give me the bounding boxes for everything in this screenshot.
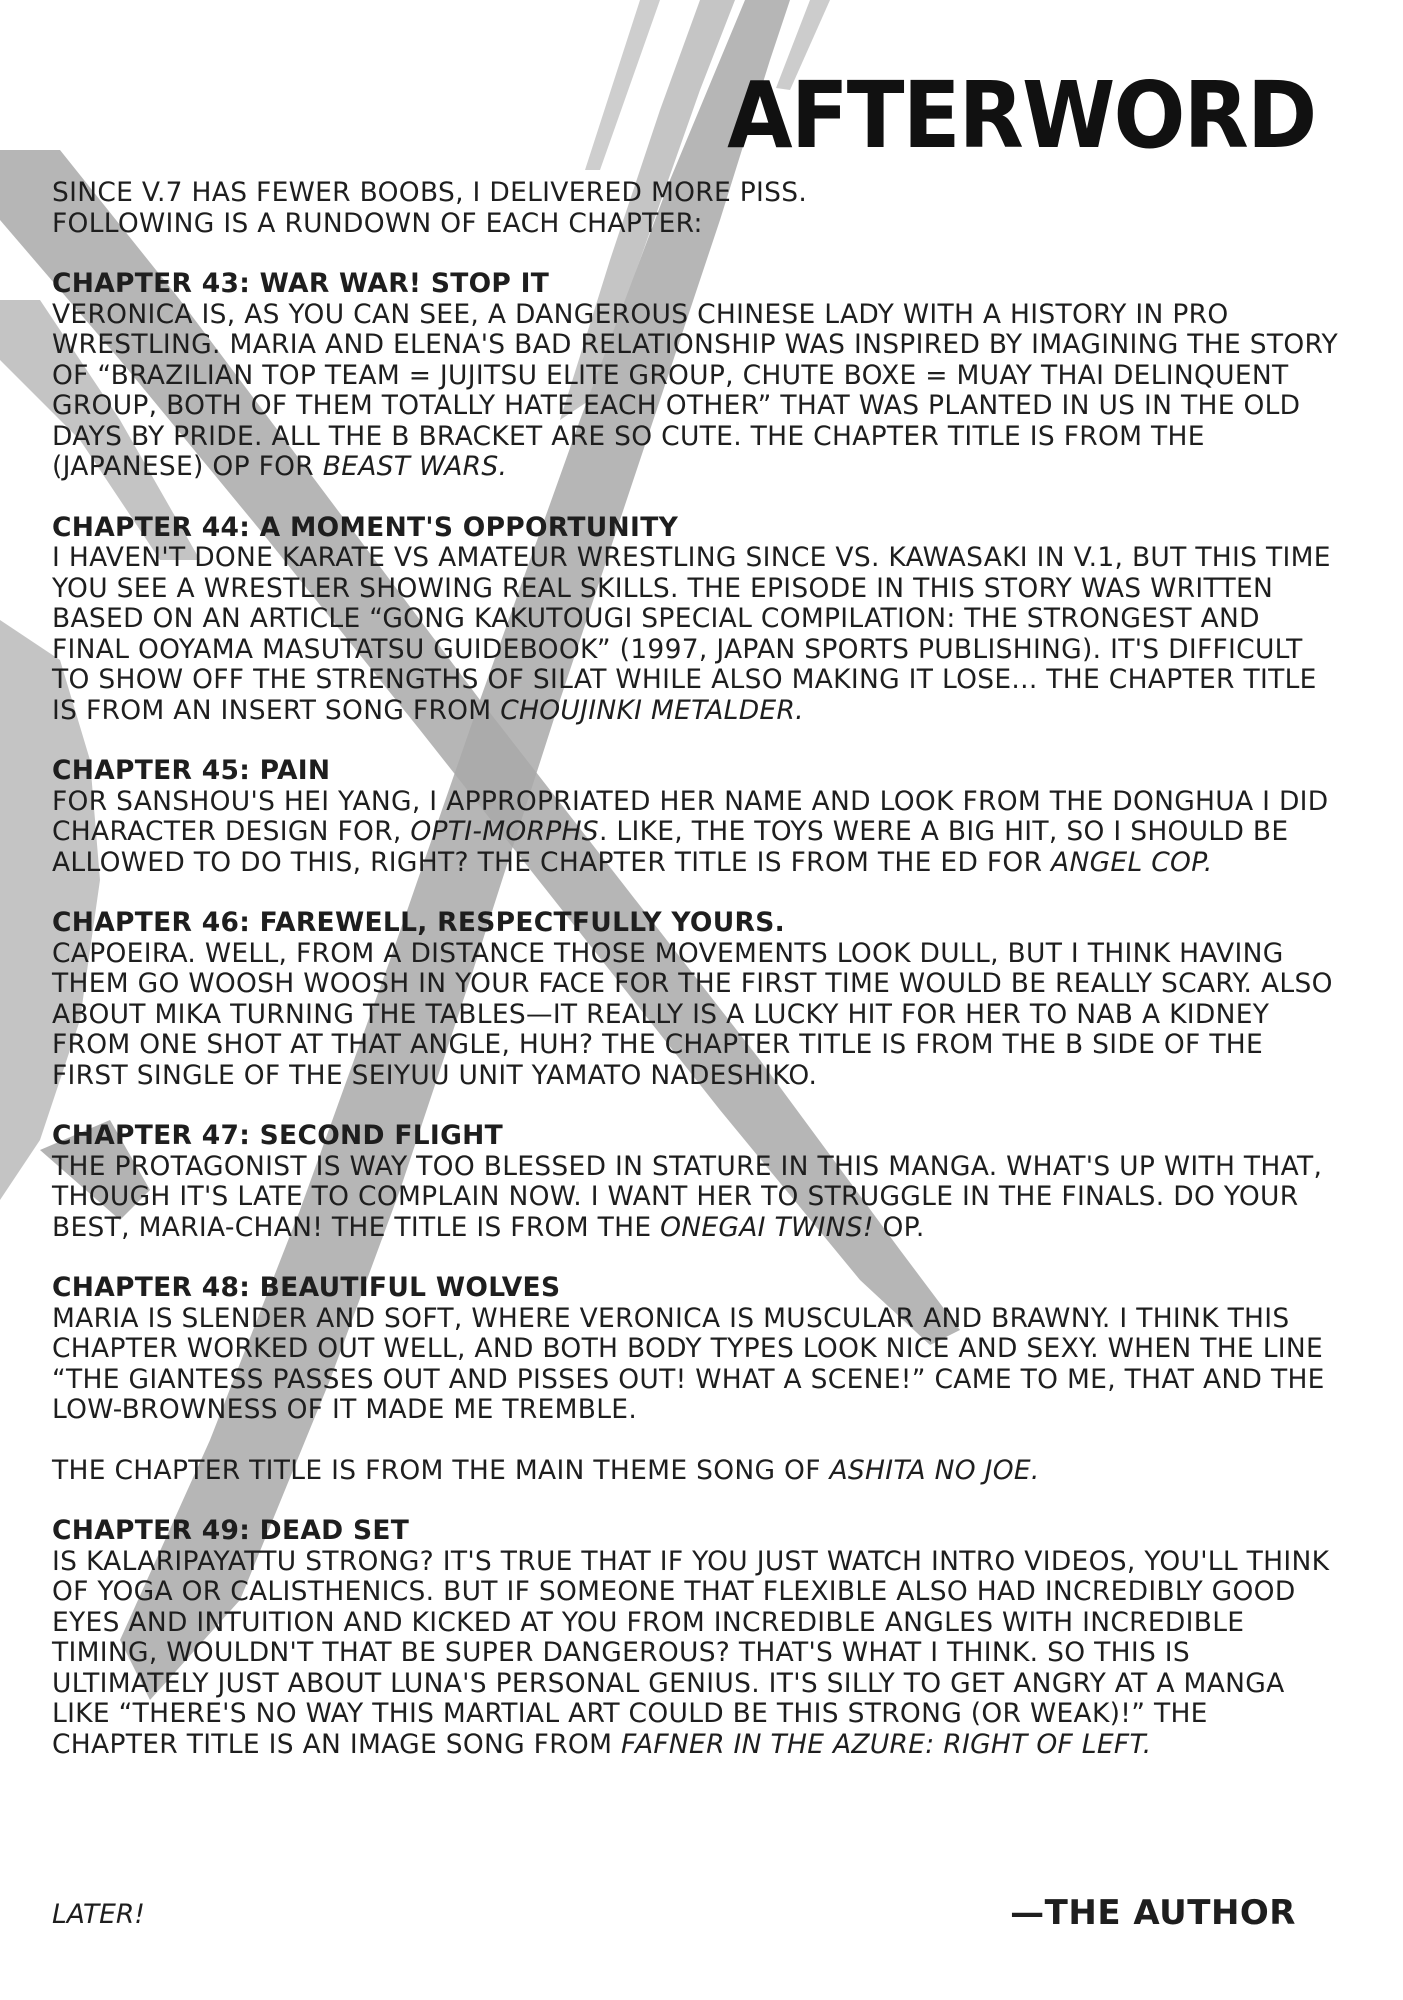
afterword-body bbox=[52, 178, 1342, 1790]
chapter-text-segment: OP. bbox=[873, 1211, 925, 1243]
chapter-title: CHAPTER 48: BEAUTIFUL WOLVES bbox=[52, 1272, 561, 1303]
intro-line: FOLLOWING IS A RUNDOWN OF EACH CHAPTER: bbox=[52, 207, 703, 239]
chapter-46 bbox=[52, 908, 1342, 1091]
page-title: AFTERWORD bbox=[726, 62, 1315, 169]
chapter-title-reference: FAFNER IN THE AZURE: RIGHT OF LEFT. bbox=[620, 1728, 1152, 1760]
chapter-title: CHAPTER 45: PAIN bbox=[52, 755, 331, 786]
chapter-text bbox=[52, 543, 1342, 726]
chapter-title: CHAPTER 43: WAR WAR! STOP IT bbox=[52, 268, 550, 299]
chapter-text-segment: FOR SANSHOU'S HEI YANG, I APPROPRIATED HER NAME AND LOOK FROM THE DONGHUA I DID CHARACTER DESIGN FOR, bbox=[52, 785, 1329, 847]
chapter-title: CHAPTER 47: SECOND FLIGHT bbox=[52, 1120, 503, 1151]
chapter-title: CHAPTER 44: A MOMENT'S OPPORTUNITY bbox=[52, 511, 679, 543]
chapter-43 bbox=[52, 269, 1342, 483]
chapter-48 bbox=[52, 1273, 1342, 1486]
chapter-title: CHAPTER 46: FAREWELL, RESPECTFULLY YOURS. bbox=[52, 907, 786, 938]
chapter-44 bbox=[52, 513, 1342, 727]
chapter-title-reference: ONEGAI TWINS! bbox=[660, 1211, 874, 1243]
chapter-47 bbox=[52, 1121, 1342, 1243]
chapter-text bbox=[52, 787, 1342, 879]
chapter-49 bbox=[52, 1516, 1342, 1760]
chapter-text: CAPOEIRA. WELL, FROM A DISTANCE THOSE MOVEMENTS LOOK DULL, BUT I THINK HAVING THEM GO WOOSH WOOSH IN YOUR FACE FOR THE FIRST TIME WOULD BE REALLY SCARY. ALSO ABOUT MIKA TURNING THE TABLES—IT REALLY IS A LUCKY HIT FOR HER TO NAB A KIDNEY FROM ONE SHOT AT THAT ANGLE, HUH? THE CHAPTER TITLE IS FROM THE B SIDE OF THE FIRST SINGLE OF THE SEIYUU UNIT YAMATO NADESHIKO. bbox=[52, 937, 1333, 1091]
chapter-text bbox=[52, 300, 1342, 483]
chapter-text bbox=[52, 1152, 1342, 1244]
closing-text: LATER! bbox=[52, 1899, 145, 1930]
author-signature: —THE AUTHOR bbox=[1010, 1893, 1296, 1933]
intro-line: SINCE V.7 HAS FEWER BOOBS, I DELIVERED MORE PISS. bbox=[52, 177, 808, 208]
chapter-title: CHAPTER 49: DEAD SET bbox=[52, 1515, 410, 1546]
chapter-text: MARIA IS SLENDER AND SOFT, WHERE VERONICA IS MUSCULAR AND BRAWNY. I THINK THIS CHAPTER WORKED OUT WELL, AND BOTH BODY TYPES LOOK NICE AND SEXY. WHEN THE LINE “THE GIANTESS PASSES OUT AND PISSES OUT! WHAT A SCENE!” CAME TO ME, THAT AND THE LOW-BROWNESS OF IT MADE ME TREMBLE. bbox=[52, 1302, 1325, 1425]
closing-line bbox=[52, 1899, 145, 1930]
chapter-title-reference: ANGEL COP. bbox=[1051, 846, 1213, 878]
chapter-text-segment: THE PROTAGONIST IS WAY TOO BLESSED IN STATURE IN THIS MANGA. WHAT'S UP WITH THAT, THOUGH IT'S LATE TO COMPLAIN NOW. I WANT HER TO STRUGGLE IN THE FINALS. DO YOUR BEST, MARIA-CHAN! THE TITLE IS FROM THE bbox=[52, 1150, 1323, 1243]
chapter-text-segment: THE CHAPTER TITLE IS FROM THE MAIN THEME SONG OF bbox=[52, 1454, 830, 1486]
chapter-text-segment: . LIKE, THE TOYS WERE A BIG HIT, SO I SHOULD BE ALLOWED TO DO THIS, RIGHT? THE CHAPTER TITLE IS FROM THE ED FOR bbox=[52, 816, 1289, 878]
intro bbox=[52, 178, 1342, 239]
chapter-text-segment: I HAVEN'T DONE KARATE VS AMATEUR WRESTLING SINCE VS. KAWASAKI IN V.1, BUT THIS TIME YOU SEE A WRESTLER SHOWING REAL SKILLS. THE EPISODE IN THIS STORY WAS WRITTEN BASED ON AN ARTICLE “GONG KAKUTOUGI SPECIAL COMPILATION: THE STRONGEST AND FINAL OOYAMA MASUTATSU GUIDEBOOK” (1997, JAPAN SPORTS PUBLISHING). IT'S DIFFICULT TO SHOW OFF THE STRENGTHS OF SILAT WHILE ALSO MAKING IT LOSE... THE CHAPTER TITLE IS FROM AN INSERT SONG FROM bbox=[52, 542, 1331, 726]
chapter-title-reference: ASHITA NO JOE. bbox=[829, 1454, 1040, 1486]
chapter-text-segment: VERONICA IS, AS YOU CAN SEE, A DANGEROUS CHINESE LADY WITH A HISTORY IN PRO WRESTLING. MARIA AND ELENA'S BAD RELATIONSHIP WAS INSPIRED BY IMAGINING THE STORY OF “BRAZILIAN TOP TEAM = JUJITSU ELITE GROUP, CHUTE BOXE = MUAY THAI DELINQUENT GROUP, BOTH OF THEM TOTALLY HATE EACH OTHER” THAT WAS PLANTED IN US IN THE OLD DAYS BY PRIDE. ALL THE B BRACKET ARE SO CUTE. THE CHAPTER TITLE IS FROM THE (JAPANESE) OP FOR bbox=[52, 298, 1338, 482]
chapter-text bbox=[52, 1456, 1342, 1487]
chapter-text-segment: IS KALARIPAYATTU STRONG? IT'S TRUE THAT IF YOU JUST WATCH INTRO VIDEOS, YOU'LL THINK OF YOGA OR CALISTHENICS. BUT IF SOMEONE THAT FLEXIBLE ALSO HAD INCREDIBLY GOOD EYES AND INTUITION AND KICKED AT YOU FROM INCREDIBLE ANGLES WITH INCREDIBLE TIMING, WOULDN'T THAT BE SUPER DANGEROUS? THAT'S WHAT I THINK. SO THIS IS ULTIMATELY JUST ABOUT LUNA'S PERSONAL GENIUS. IT'S SILLY TO GET ANGRY AT A MANGA LIKE “THERE'S NO WAY THIS MARTIAL ART COULD BE THIS STRONG (OR WEAK)!” THE CHAPTER TITLE IS AN IMAGE SONG FROM bbox=[52, 1545, 1330, 1760]
chapter-45 bbox=[52, 756, 1342, 878]
chapter-text bbox=[52, 1547, 1342, 1761]
chapter-title-reference: OPTI-MORPHS bbox=[410, 816, 599, 847]
chapter-title-reference: BEAST WARS. bbox=[322, 451, 508, 482]
chapter-title-reference: CHOUJINKI METALDER. bbox=[500, 694, 804, 726]
